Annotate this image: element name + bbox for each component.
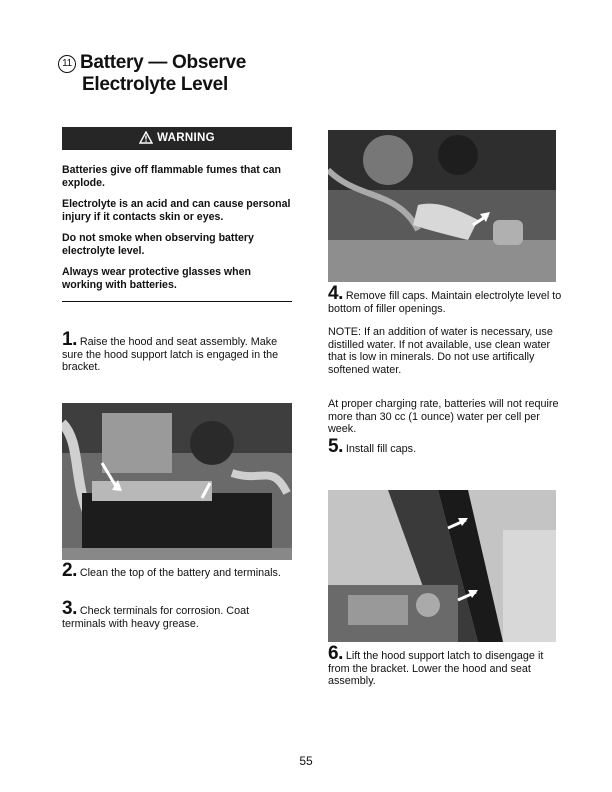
warning-divider	[62, 301, 292, 302]
warning-paragraph: Batteries give off flammable fumes that can explode.	[62, 164, 281, 189]
step-text: Lift the hood support latch to disengage it from the bracket. Lower the hood and seat assembly.	[328, 650, 544, 688]
step-text: Check terminals for corrosion. Coat terminals with heavy grease.	[62, 605, 250, 630]
step-number: 3.	[62, 598, 77, 619]
step-6	[328, 643, 564, 688]
step-text: Clean the top of the battery and terminals.	[79, 567, 281, 579]
step-number: 6.	[328, 643, 343, 664]
step-number: 1.	[62, 329, 77, 350]
step-text: Remove fill caps. Maintain electrolyte level to bottom of filler openings.	[328, 290, 562, 315]
page-number: 55	[299, 754, 313, 768]
note-paragraph	[328, 326, 564, 376]
step-2	[62, 560, 294, 581]
battery-photo	[62, 403, 292, 560]
warning-paragraph: Electrolyte is an acid and can cause personal injury if it contacts skin or eyes.	[62, 198, 291, 223]
step-number: 4.	[328, 283, 343, 304]
warning-triangle-icon	[139, 131, 153, 144]
hood-latch-photo	[328, 490, 556, 642]
warning-banner	[62, 127, 292, 150]
warning-title: WARNING	[157, 132, 215, 144]
step-5	[328, 436, 564, 457]
section-number-badge: 11	[58, 55, 76, 73]
step-3	[62, 598, 294, 630]
step-text: Raise the hood and seat assembly. Make sure the hood support latch is engaged in the bracket.	[62, 336, 279, 374]
step-4	[328, 283, 564, 315]
step-number: 2.	[62, 560, 77, 581]
fill-caps-photo	[328, 130, 556, 282]
note-text: NOTE: If an addition of water is necessary, use distilled water. If not available, use clean water that is low in minerals. Do not use artifically softened water.	[328, 326, 553, 376]
heading-line-1: Battery — Observe	[80, 52, 246, 73]
step-1	[62, 329, 294, 374]
charging-paragraph	[328, 398, 564, 436]
warning-paragraph: Always wear protective glasses when working with batteries.	[62, 266, 252, 291]
heading-line-2: Electrolyte Level	[82, 74, 228, 95]
step-text: Install fill caps.	[345, 443, 417, 455]
warning-paragraph: Do not smoke when observing battery electrolyte level.	[62, 232, 254, 257]
charging-text: At proper charging rate, batteries will not require more than 30 cc (1 ounce) water per cell per week.	[328, 398, 559, 436]
warning-text	[62, 164, 294, 300]
step-number: 5.	[328, 436, 343, 457]
section-heading	[58, 52, 318, 96]
